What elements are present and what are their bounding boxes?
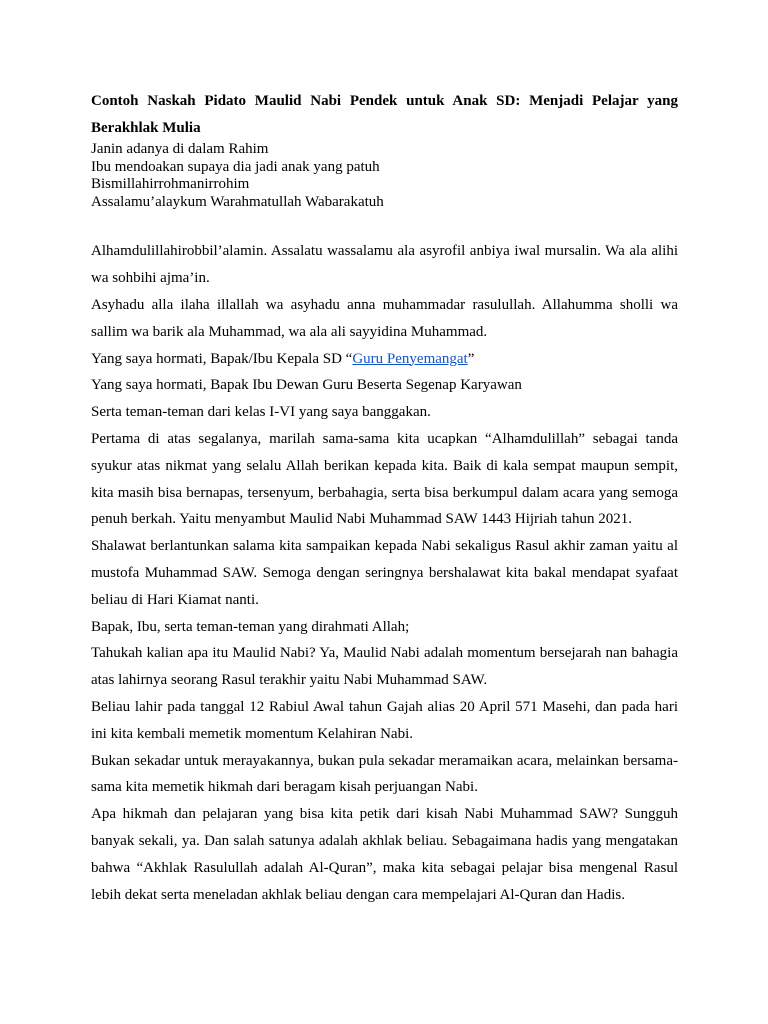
paragraph-celebration: Bukan sekadar untuk merayakannya, bukan pula sekadar meramaikan acara, melainkan bersama-sama kita memetik hikmah dari beragam kisah perjuangan Nabi. xyxy=(91,752,678,796)
paragraph-shalawat: Shalawat berlantunkan salama kita sampaikan kepada Nabi sekaligus Rasul akhir zaman yaitu al mustofa Muhammad SAW. Semoga dengan seringnya bershalawat kita bakal mendapat syafaat beliau di Hari Kiamat nanti. xyxy=(91,538,678,608)
page-title: Contoh Naskah Pidato Maulid Nabi Pendek untuk Anak SD: Menjadi Pelajar yang Berakhlak Mulia xyxy=(91,93,678,136)
guru-penyemangat-link[interactable]: Guru Penyemangat xyxy=(352,350,468,367)
spacer xyxy=(91,211,678,238)
paragraph-birth: Beliau lahir pada tanggal 12 Rabiul Awal tahun Gajah alias 20 April 571 Masehi, dan pada hari ini kita kembali memetik momentum Kelahiran Nabi. xyxy=(91,698,678,742)
paragraph-maulid-question: Tahukah kalian apa itu Maulid Nabi? Ya, Maulid Nabi adalah momentum bersejarah nan bahagia atas lahirnya seorang Rasul terakhir yaitu Nabi Muhammad SAW. xyxy=(91,645,678,689)
paragraph-syahadat: Asyhadu alla ilaha illallah wa asyhadu anna muhammadar rasulullah. Allahumma sholli wa sallim wa barik ala Muhammad, wa ala ali sayyidina Muhammad. xyxy=(91,296,678,340)
greeting-friends: Serta teman-teman dari kelas I-VI yang saya banggakan. xyxy=(91,404,431,421)
intro-line: Bismillahirrohmanirrohim xyxy=(91,176,250,193)
paragraph-gratitude: Pertama di atas segalanya, marilah sama-sama kita ucapkan “Alhamdulillah” sebagai tanda syukur atas nikmat yang selalu Allah berikan kepada kita. Baik di kala sempat maupun sempit, kita masih bisa bernapas, tersenyum, berbahagia, serta bisa berkumpul dalam acara yang semoga penuh berkah. Yaitu menyambut Maulid Nabi Muhammad SAW 1443 Hijriah tahun 2021. xyxy=(91,430,678,528)
paragraph-akhlak: Apa hikmah dan pelajaran yang bisa kita petik dari kisah Nabi Muhammad SAW? Sungguh banyak sekali, ya. Dan salah satunya adalah akhlak beliau. Sebagaimana hadis yang mengatakan bahwa “Akhlak Rasulullah adalah Al-Quran”, maka kita sebagai pelajar bisa mengenal Rasul lebih dekat serta meneladan akhlak beliau dengan cara mempelajari Al-Quran dan Hadis. xyxy=(91,806,678,903)
greeting-principal xyxy=(91,346,678,373)
greeting-principal-text: Yang saya hormati, Bapak/Ibu Kepala SD “ xyxy=(91,350,353,367)
document-page xyxy=(91,88,678,908)
paragraph-hamdalah: Alhamdulillahirobbil’alamin. Assalatu wassalamu ala asyrofil anbiya iwal mursalin. Wa ala alihi wa sohbihi ajma’in. xyxy=(91,243,678,287)
greeting-teachers: Yang saya hormati, Bapak Ibu Dewan Guru Beserta Segenap Karyawan xyxy=(91,377,522,394)
greeting-principal-close-quote: ” xyxy=(467,350,475,367)
intro-line: Assalamu’alaykum Warahmatullah Wabarakatuh xyxy=(91,193,384,210)
paragraph-address: Bapak, Ibu, serta teman-teman yang dirahmati Allah; xyxy=(91,618,410,635)
intro-line: Ibu mendoakan supaya dia jadi anak yang patuh xyxy=(91,158,380,175)
intro-line: Janin adanya di dalam Rahim xyxy=(91,141,269,157)
intro-block xyxy=(91,141,678,211)
